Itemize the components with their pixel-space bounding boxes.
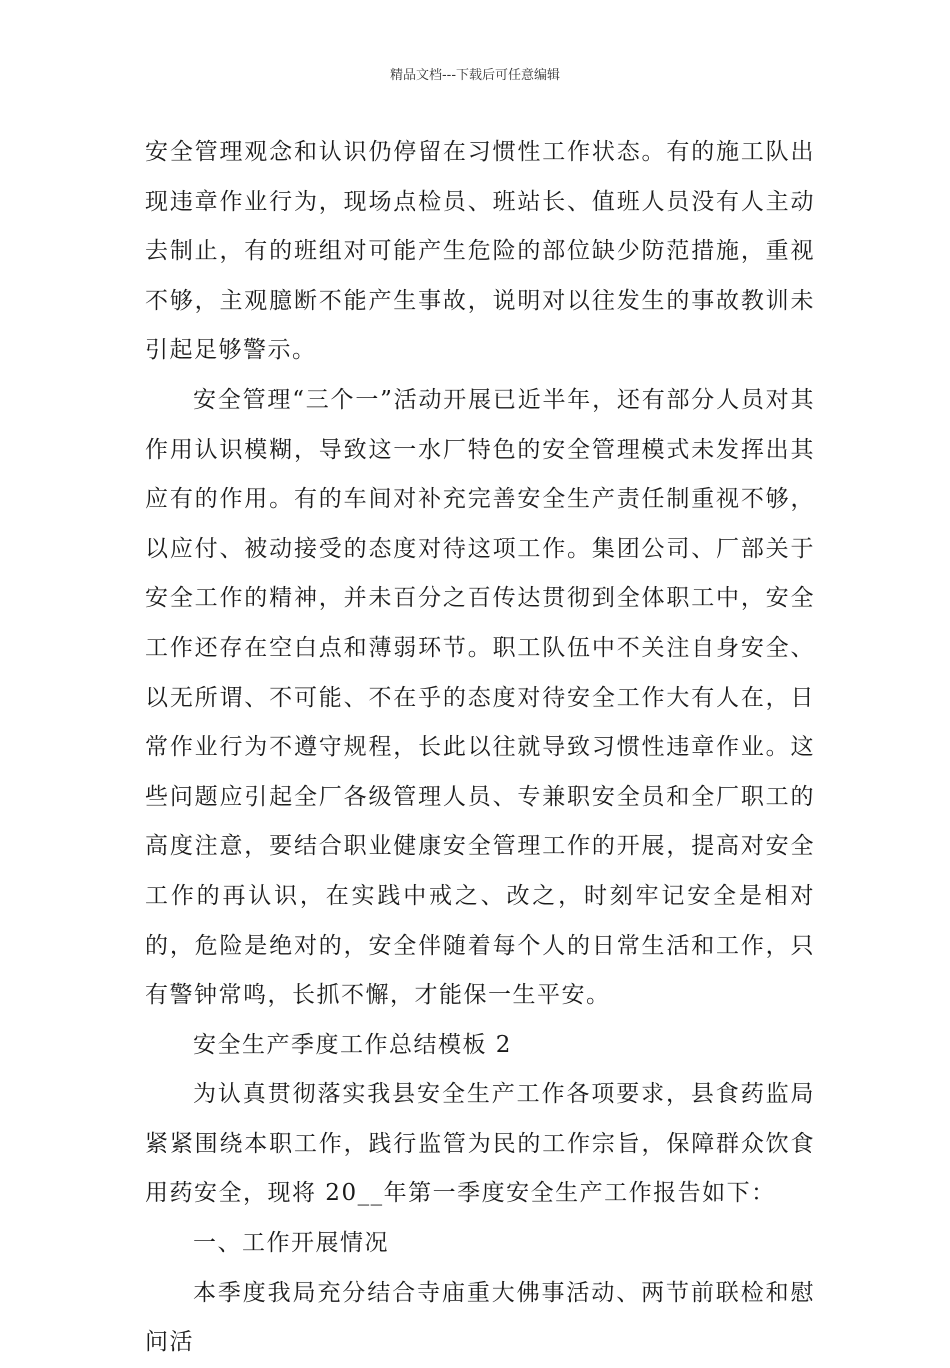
paragraph-2: 安全管理“三个一”活动开展已近半年，还有部分人员对其作用认识模糊，导致这一水厂特色的安全管理模式未发挥出其应有的作用。有的车间对补充完善安全生产责任制重视不够，以应付、被动接受的态度对待这项工作。集团公司、厂部关于安全工作的精神，并未百分之百传达贯彻到全体职工中，安全工作还存在空白点和薄弱环节。职工队伍中不关注自身安全、以无所谓、不可能、不在乎的态度对待安全工作大有人在，日常作业行为不遵守规程，长此以往就导致习惯性违章作业。这些问题应引起全厂各级管理人员、专兼职安全员和全厂职工的高度注意，要结合职业健康安全管理工作的开展，提高对安全工作的再认识，在实践中戒之、改之，时刻牢记安全是相对的，危险是绝对的，安全伴随着每个人的日常生活和工作，只有警钟常鸣，长抓不懈，才能保一生平安。: [145, 386, 815, 1009]
document-body: [145, 128, 815, 1368]
section-heading: 一、工作开展情况: [193, 1230, 389, 1257]
page-header: 精品文档---下载后可任意编辑: [389, 68, 561, 83]
paragraph-3: 为认真贯彻落实我县安全生产工作各项要求，县食药监局紧紧围绕本职工作，践行监管为民的工作宗旨，保障群众饮食用药安全，现将 20__年第一季度安全生产工作报告如下：: [145, 1081, 815, 1207]
paragraph-4: 本季度我局充分结合寺庙重大佛事活动、两节前联检和慰问活: [145, 1279, 815, 1356]
section-title: 安全生产季度工作总结模板 2: [193, 1031, 512, 1058]
paragraph-1: 安全管理观念和认识仍停留在习惯性工作状态。有的施工队出现违章作业行为，现场点检员、班站长、值班人员没有人主动去制止，有的班组对可能产生危险的部位缺少防范措施，重视不够，主观臆断不能产生事故，说明对以往发生的事故教训未引起足够警示。: [145, 139, 815, 364]
